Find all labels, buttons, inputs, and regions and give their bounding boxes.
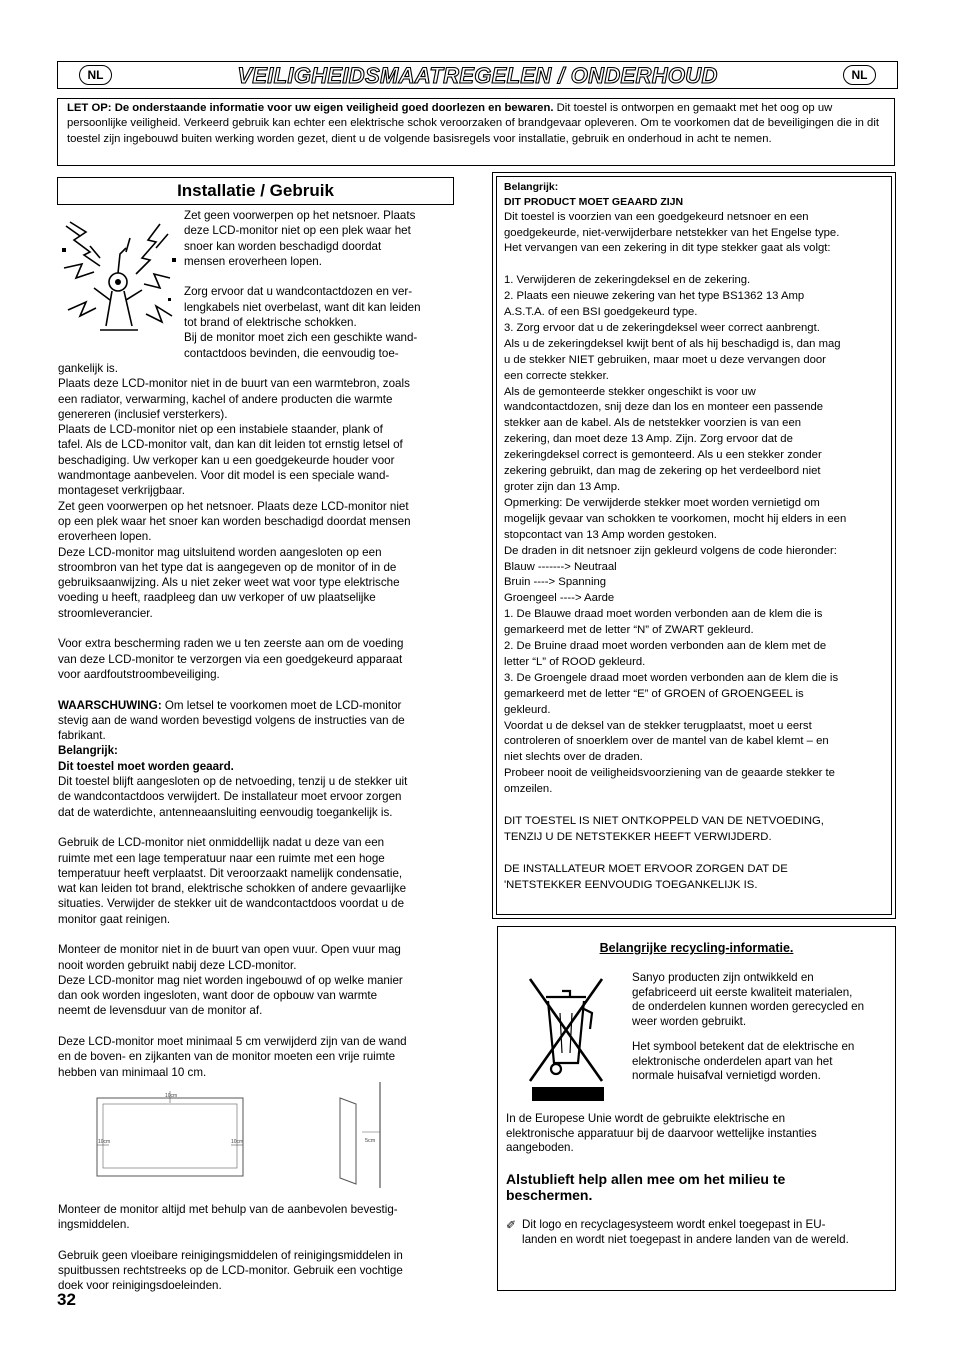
text-line: genereren (inclusief versterkers). — [58, 407, 228, 421]
text-line: aangeboden. — [506, 1141, 574, 1155]
text-line: Opmerking: De verwijderde stekker moet worden vernietigd om — [504, 496, 820, 509]
text-line: gankelijk is. — [58, 362, 118, 375]
text-line: mensen eroverheen lopen. — [184, 254, 322, 268]
recycling-note-text — [506, 1218, 892, 1247]
text-line: zekering gebruikt, dan mag de zekering op het verdeelbord niet — [504, 465, 821, 478]
blank-line — [58, 927, 454, 942]
text-line: doek voor reinigingsdoeleinden. — [58, 1279, 222, 1293]
page-number: 32 — [57, 1290, 76, 1309]
clearance-side-label: 5cm — [365, 1138, 376, 1144]
text-line: tot brand of elektrische schokken. — [184, 316, 357, 330]
text-line: temperatuur heeft verplaatst. Dit veroorzaakt namelijk condensatie, — [58, 866, 403, 880]
text-line: gekleurd. — [504, 703, 551, 716]
blank-line — [58, 621, 454, 636]
installation-paragraphs-2 — [58, 774, 454, 1080]
clearance-side-diagram — [330, 1080, 385, 1190]
text-line: A.S.T.A. of een BSI goedgekeurd type. — [504, 306, 698, 319]
installation-paragraphs — [58, 361, 454, 698]
text-line: gemarkeerd met de letter “E” of GROEN of GROENGEEL is — [504, 687, 804, 700]
text-line: een radiator, verwarming, kachel of andere producten die warmte — [58, 392, 393, 406]
text-line: Blauw -------> Neutraal — [504, 560, 617, 573]
text-line: tafel. Als de LCD-monitor valt, dan kan dit leiden tot ernstig letsel of — [58, 438, 403, 452]
language-badge-right: NL — [843, 65, 876, 85]
text-line: ingsmiddelen. — [58, 1218, 130, 1232]
text-line: voeding u heeft, raadpleeg dan uw verkoper of uw plaatselijke — [58, 591, 376, 605]
text-line: Deze LCD-monitor mag uitsluitend worden aangesloten op een — [58, 545, 382, 559]
blank-line — [58, 1233, 454, 1248]
installation-paragraphs-3 — [58, 1202, 454, 1294]
text-line: goedgekeurde, niet-verwijderbare netstekker van het Engelse type. — [504, 226, 840, 239]
text-line: Zet geen voorwerpen op het netsnoer. Plaats — [184, 209, 416, 222]
text-line: Deze LCD-monitor moet minimaal 5 cm verwijderd zijn van de wand — [58, 1035, 407, 1049]
text-line: Gebruik de LCD-monitor niet onmiddellijk nadat u deze van een — [58, 836, 385, 850]
text-line: Voor extra bescherming raden we u ten zeerste aan om de voeding — [58, 637, 404, 651]
blank-line — [504, 798, 885, 814]
text-line: weer worden gebruikt. — [632, 1015, 747, 1029]
text-line: letter “L” of ROOD gekleurd. — [504, 655, 646, 668]
text-line: Zorg ervoor dat u wandcontactdozen en ver- — [184, 285, 413, 299]
text-line: Om letsel te voorkomen moet de LCD-monitor — [161, 698, 402, 712]
text-line: Gebruik geen vloeibare reinigingsmiddelen of reinigingsmiddelen in — [58, 1248, 403, 1262]
blank-line — [504, 846, 885, 862]
text-line: Bruin ----> Spanning — [504, 576, 607, 589]
recycling-eu-text — [506, 1112, 886, 1156]
safety-notice — [57, 98, 895, 166]
blank-line — [632, 1030, 894, 1040]
plug-important-label: Belangrijk: — [504, 181, 559, 193]
text-line: spuitbussen rechtstreeks op de LCD-monitor. Gebruik een vochtige — [58, 1264, 403, 1278]
page-title: VEILIGHEIDSMAATREGELEN / ONDERHOUD — [237, 63, 718, 88]
text-line: mogelijk gevaar van schokken te voorkomen, mocht hij elders in een — [504, 512, 847, 525]
recycling-description — [632, 971, 894, 1084]
recycling-note — [506, 1218, 892, 1247]
text-line: Monteer de monitor niet in de buurt van open vuur. Open vuur mag — [58, 943, 401, 957]
text-line: eroverheen lopen. — [58, 530, 152, 544]
text-line: groter zijn dan 13 Amp. — [504, 480, 621, 493]
text-line: 2. De Bruine draad moet worden verbonden aan de klem met de — [504, 640, 827, 653]
safety-notice-text: Dit toestel is ontworpen en gemaakt met het oog op uw persoonlijke veiligheid. Verkeerd gebruik kan echter een elektrische schok veroorzaken of brandgevaar opleveren. Om te voorkomen dat de beveiligingen die in dit toestel zijn ingebouwd buiten werking worden gezet, dient u de volgende basisregels voor installatie, gebruik en onderhoud in acht te nemen. — [67, 102, 879, 145]
text-line: de onderdelen kunnen worden gerecycled en — [632, 1000, 865, 1014]
text-line: Plaats de LCD-monitor niet op een instabiele staander, plank of — [58, 423, 383, 437]
text-line: situaties. Verwijder de stekker uit de wandcontactdoos voordat u de — [58, 897, 405, 911]
warning-label: WAARSCHUWING: — [58, 698, 162, 712]
text-line: ruimte met een lage temperatuur naar een ruimte met een hoge — [58, 851, 385, 865]
text-line: In de Europese Unie wordt de gebruikte elektrische en — [506, 1112, 786, 1125]
blank-line — [58, 682, 454, 697]
text-line: neemt de levensduur van de monitor af. — [58, 1004, 263, 1018]
text-line: Zet geen voorwerpen op het netsnoer. Plaats deze LCD-monitor niet — [58, 499, 409, 513]
text-line: DIT TOESTEL IS NIET ONTKOPPELD VAN DE NETVOEDING, — [504, 815, 824, 827]
text-line: Sanyo producten zijn ontwikkeld en — [632, 971, 814, 984]
important-label: Belangrijk: — [58, 744, 118, 758]
text-line: Bij de monitor moet zich een geschikte wand- — [184, 331, 418, 345]
text-line: hebben van minimaal 10 cm. — [58, 1065, 207, 1079]
text-line: Groengeel ----> Aarde — [504, 592, 615, 605]
text-line: zekeringdeksel correct is gemonteerd. Als u een stekker zonder — [504, 449, 822, 462]
text-line: stevig aan de wand worden bevestigd volgens de instructies van de — [58, 713, 405, 727]
text-line: Probeer nooit de veiligheidsvoorziening van de geaarde stekker te — [504, 767, 835, 780]
text-line: deze LCD-monitor niet op een plek waar het — [184, 224, 411, 238]
plug-instructions-content — [496, 176, 892, 915]
text-line: lengkabels niet overbelast, want dit kan leiden — [184, 300, 421, 314]
title-bar — [57, 61, 898, 89]
text-line: gefabriceerd uit eerste kwaliteit materialen, — [632, 985, 853, 999]
blank-line — [58, 1019, 454, 1034]
text-line: de wandcontactdoos verwijdert. De installateur moet ervoor zorgen — [58, 790, 402, 804]
clearance-top-label: 10cm — [165, 1093, 178, 1099]
text-line: stekker aan de kabel. Als de netstekker voorzien is van een — [504, 417, 802, 430]
text-line: wat kan leiden tot brand, elektrische schokken of andere gevaarlijke — [58, 882, 407, 896]
text-line: stopcontact van 13 Amp worden gestoken. — [504, 528, 717, 541]
text-line: beschadiging. Uw verkoper kan u een goedgekeurde houder voor — [58, 453, 395, 467]
text-line: 1. De Blauwe draad moet worden verbonden aan de klem die is — [504, 608, 823, 621]
text-line: u de stekker NIET gebruiken, maar moet u deze vervangen door — [504, 353, 826, 366]
text-line: De draden in dit netsnoer zijn gekleurd volgens de code hieronder: — [504, 544, 837, 557]
text-line: Dit logo en recyclagesysteem wordt enkel toegepast in EU- — [522, 1218, 826, 1231]
text-line: Als de gemonteerde stekker ongeschikt is voor uw — [504, 385, 756, 398]
text-line: Het vervangen van een zekering in dit type stekker gaat als volgt: — [504, 242, 831, 255]
plug-heading: DIT PRODUCT MOET GEAARD ZIJN — [504, 195, 684, 208]
text-line: voor aardfoutstroombeveiliging. — [58, 667, 220, 681]
pencil-icon: ✐ — [506, 1218, 517, 1232]
text-line: wandmontage aanbevelen. Voor dit model is een speciale wand- — [58, 469, 390, 483]
text-line: beschermen. — [506, 1187, 593, 1203]
text-line: nooit worden gebruikt nabij deze LCD-monitor. — [58, 958, 297, 972]
text-line: 3. Zorg ervoor dat u de zekeringdeksel weer correct aanbrengt. — [504, 321, 820, 334]
blank-line — [184, 269, 454, 284]
text-line: Deze LCD-monitor mag niet worden ingebouwd of op welke manier — [58, 973, 403, 987]
blank-line — [504, 257, 885, 273]
text-line: Als u de zekeringdeksel kwijt bent of als hij beschadigd is, dan mag — [504, 337, 841, 350]
text-line: Dit toestel blijft aangesloten op de netvoeding, tenzij u de stekker uit — [58, 775, 408, 789]
text-line: stroombron van het type dat is aangegeven op de monitor of in de — [58, 560, 397, 574]
text-line: Voordat u de deksel van de stekker terugplaatst, moet u eerst — [504, 719, 812, 732]
text-line: monitor gaat reinigen. — [58, 912, 171, 926]
text-line: Monteer de monitor altijd met behulp van de aanbevolen bevestig- — [58, 1202, 398, 1216]
text-line: elektronische apparatuur bij de daarvoor wettelijke instanties — [506, 1126, 817, 1140]
text-line: Plaats deze LCD-monitor niet in de buurt van een warmtebron, zoals — [58, 377, 410, 391]
text-line: 2. Plaats een nieuwe zekering van het type BS1362 13 Amp — [504, 290, 805, 303]
text-line: contactdoos bevinden, die eenvoudig toe- — [184, 346, 399, 360]
text-line: 3. De Groengele draad moet worden verbonden aan de klem die is — [504, 671, 839, 684]
text-line: een correcte stekker. — [504, 369, 609, 382]
recycling-appeal — [506, 1171, 886, 1203]
text-line: Dit toestel is voorzien van een goedgekeurd netsnoer en een — [504, 210, 809, 223]
clearance-left-label: 10cm — [98, 1139, 111, 1145]
text-line: 'NETSTEKKER EENVOUDIG TOEGANKELIJK IS. — [504, 878, 758, 891]
text-line: op een plek waar het snoer kan worden beschadigd doordat mensen — [58, 514, 411, 528]
earth-label: Dit toestel moet worden geaard. — [58, 759, 234, 773]
recycling-title: Belangrijke recycling-informatie. — [599, 941, 794, 955]
text-line: Het symbool betekent dat de elektrische en — [632, 1039, 855, 1053]
text-line: controleren of snoerklem over de mantel van de kabel klemt – en — [504, 735, 829, 748]
text-line: stroomleverancier. — [58, 606, 153, 620]
text-line: snoer kan worden beschadigd doordat — [184, 239, 382, 253]
text-line: gebruiksaanwijzing. Als u niet zeker weet wat voor type elektrische — [58, 576, 400, 590]
text-line: omzeilen. — [504, 783, 553, 796]
text-line: elektronische onderdelen apart van het — [632, 1054, 833, 1068]
clearance-front-diagram — [95, 1090, 245, 1180]
text-line: zekering, dan moet deze 13 Amp. Zijn. Zorg ervoor dat de — [504, 433, 793, 446]
safety-notice-lead: LET OP: De onderstaande informatie voor uw eigen veiligheid goed doorlezen en bewaren. — [67, 102, 554, 114]
clearance-right-label: 10cm — [231, 1139, 244, 1145]
text-line: van deze LCD-monitor te verzorgen via een goedgekeurd apparaat — [58, 652, 403, 666]
text-line: fabrikant. — [58, 729, 106, 743]
text-line: niet slechts over de draden. — [504, 751, 643, 764]
text-line: montageset verkrijgbaar. — [58, 484, 185, 498]
recycling-info-box — [497, 926, 896, 1291]
text-line: gemarkeerd met de letter “N” of ZWART gekleurd. — [504, 624, 754, 637]
electric-shock-icon — [60, 218, 178, 338]
text-line: DE INSTALLATEUR MOET ERVOOR ZORGEN DAT DE — [504, 862, 788, 875]
text-line: normale huisafval vernietigd worden. — [632, 1069, 821, 1083]
plug-instructions-box — [492, 172, 896, 919]
cord-advice-text — [184, 208, 454, 361]
text-line: Alstublieft help allen mee om het milieu te — [506, 1171, 786, 1187]
text-line: 1. Verwijderen de zekeringdeksel en de zekering. — [504, 274, 751, 287]
plug-instructions-text — [504, 210, 885, 894]
text-line: wandcontactdozen, snij deze dan los en monteer een passende — [504, 401, 824, 414]
blank-line — [58, 820, 454, 835]
warning-paragraph — [58, 698, 454, 713]
language-badge-left: NL — [79, 65, 112, 85]
text-line: TENZIJ U DE NETSTEKKER HEEFT VERWIJDERD. — [504, 830, 772, 843]
section-title: Installatie / Gebruik — [57, 177, 454, 205]
text-line: dan ook worden ingesloten, want door de opbouw van warmte — [58, 989, 378, 1003]
text-line: landen en wordt niet toegepast in andere landen van de wereld. — [522, 1232, 849, 1246]
crossed-bin-icon — [526, 973, 606, 1101]
text-line: dat de waterdichte, antenneaansluiting eenvoudig toegankelijk is. — [58, 805, 393, 819]
text-line: en de boven- en zijkanten van de monitor moeten een vrije ruimte — [58, 1050, 396, 1064]
